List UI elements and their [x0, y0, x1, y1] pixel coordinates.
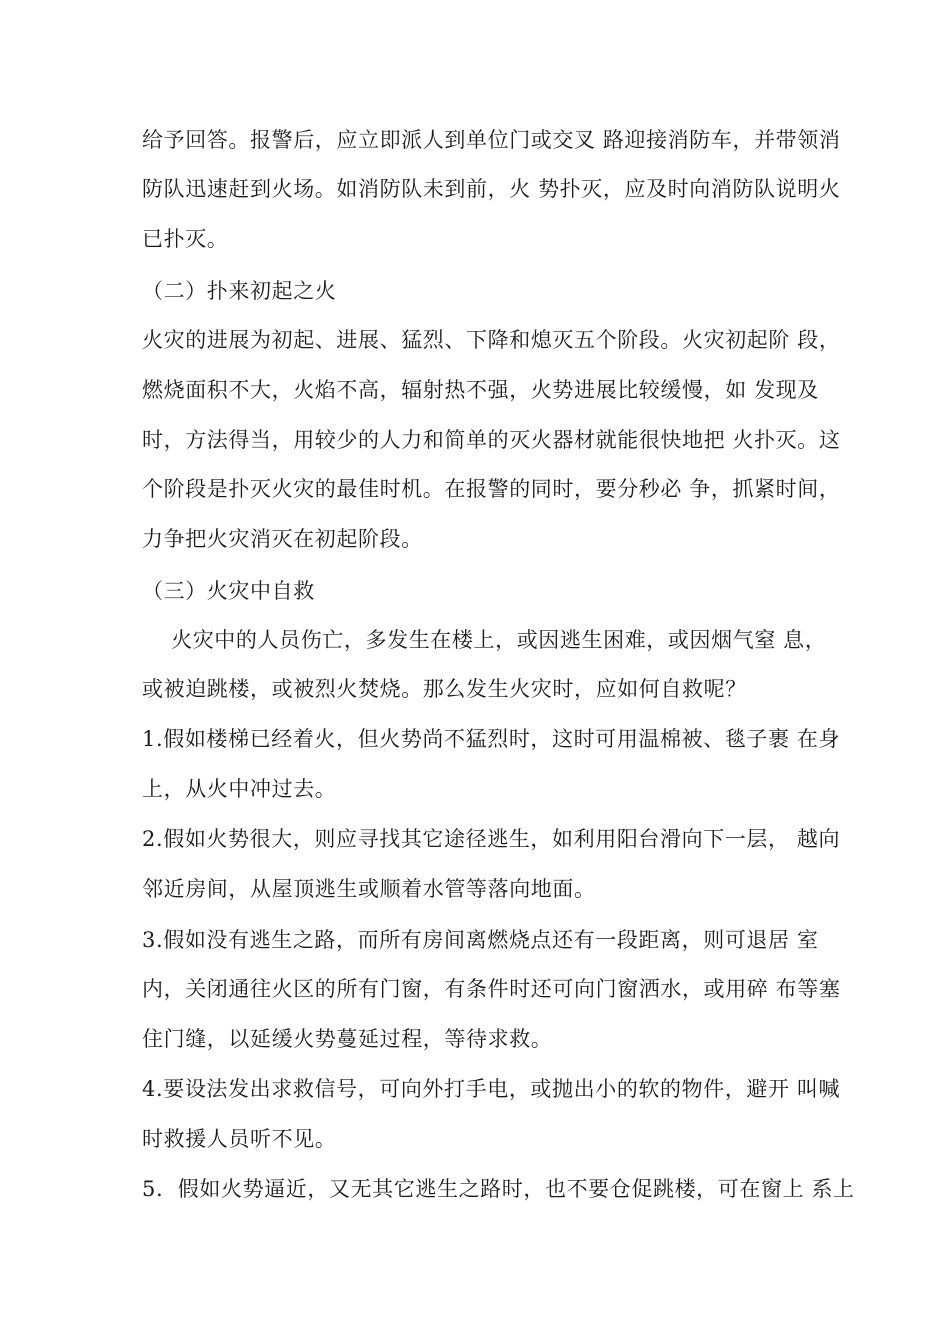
- paragraph-line: 防队迅速赶到火场。如消防队未到前，火 势扑灭，应及时向消防队说明火: [142, 177, 841, 201]
- paragraph-line: 燃烧面积不大，火焰不高，辐射热不强，火势进展比较缓慢，如 发现及: [142, 378, 819, 402]
- list-item-line: 住门缝，以延缓火势蔓延过程，等待求救。: [142, 1027, 553, 1051]
- paragraph-line: 或被迫跳楼，或被烈火焚烧。那么发生火灾时，应如何自救呢？: [142, 677, 747, 701]
- paragraph-line: 给予回答。报警后，应立即派人到单位门或交叉 路迎接消防车，并带领消: [142, 128, 841, 152]
- paragraph-line: 力争把火灾消灭在初起阶段。: [142, 527, 423, 551]
- list-item-line: 1.假如楼梯已经着火，但火势尚不猛烈时，这时可用温棉被、毯子裹 在身: [142, 727, 841, 751]
- list-item-line: 4.要设法发出求救信号，可向外打手电，或抛出小的软的物件，避开 叫喊: [142, 1077, 841, 1101]
- list-item-line: 时救援人员听不见。: [142, 1127, 337, 1151]
- list-item-line: 上，从火中冲过去。: [142, 777, 337, 801]
- list-item-line: 5. 假如火势逼近，又无其它逃生之路时，也不要仓促跳楼，可在窗上 系上: [142, 1177, 855, 1201]
- paragraph-line: 时，方法得当，用较少的人力和简单的灭火器材就能很快地把 火扑灭。这: [142, 428, 841, 452]
- paragraph-line: 火灾的进展为初起、进展、猛烈、下降和熄灭五个阶段。火灾初起阶 段，: [142, 328, 841, 352]
- list-item-line: 内，关闭通往火区的所有门窗，有条件时还可向门窗洒水，或用碎 布等塞: [142, 977, 841, 1001]
- paragraph-line: 个阶段是扑灭火灾的最佳时机。在报警的同时，要分秒必 争，抓紧时间，: [142, 477, 841, 501]
- list-item-line: 邻近房间，从屋顶逃生或顺着水管等落向地面。: [142, 877, 596, 901]
- section-heading-2: （二）扑来初起之火: [142, 279, 337, 303]
- paragraph-line: 火灾中的人员伤亡，多发生在楼上，或因逃生困难，或因烟气窒 息，: [142, 628, 827, 652]
- list-item-line: 2.假如火势很大，则应寻找其它途径逃生，如利用阳台滑向下一层， 越向: [142, 827, 841, 851]
- section-heading-3: （三）火灾中自救: [142, 579, 315, 603]
- list-item-line: 3.假如没有逃生之路，而所有房间离燃烧点还有一段距离，则可退居 室: [142, 928, 819, 952]
- paragraph-line: 已扑灭。: [142, 227, 229, 251]
